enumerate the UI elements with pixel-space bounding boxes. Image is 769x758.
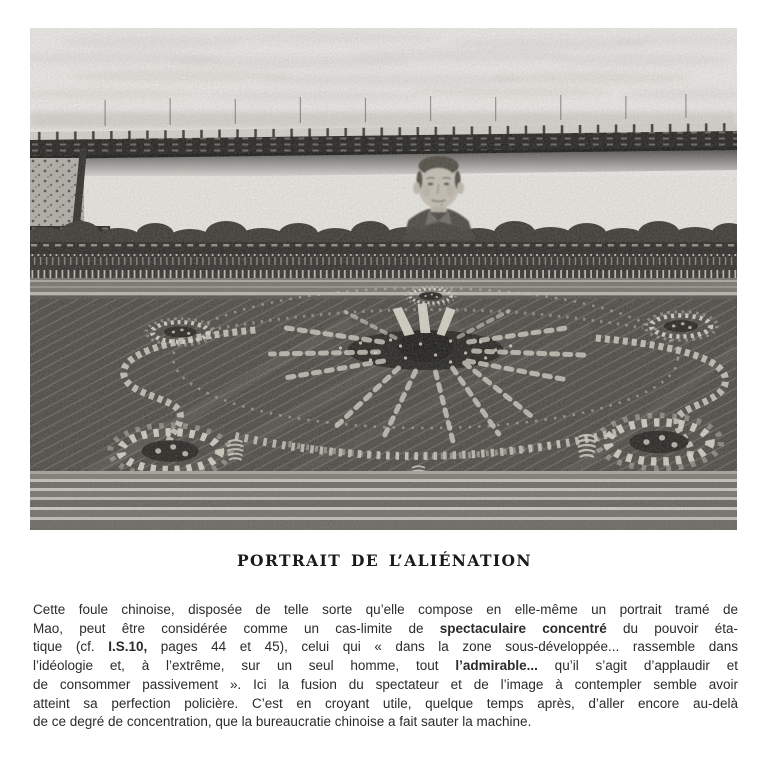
paragraph-line: de consommer passivement ». Ici la fusion du spectateur et de l’image à contempler semble avoir <box>33 676 738 692</box>
paragraph-line: atteint sa perfection policière. C’est en croyant utile, quelque temps après, d’aller encore au-delà <box>33 695 738 711</box>
film-grain-overlay <box>30 28 737 530</box>
paragraph-line: de ce degré de concentration, que la bureaucratie chinoise a fait sauter la machine. <box>33 714 532 730</box>
mao-stadium-photo <box>30 28 737 530</box>
body-paragraph <box>33 601 738 732</box>
paragraph-line: l’idéologie et, à l’extrême, sur un seul homme, tout l’admirable... qu’il s’agit d’applaudir et <box>33 658 738 674</box>
paragraph-line: tique (cf. I.S.10, pages 44 et 45), celui qui « dans la zone sous-développée... rassemble dans <box>33 639 738 655</box>
paragraph-line: Cette foule chinoise, disposée de telle sorte qu’elle compose en elle-même un portrait tramé de <box>33 602 738 617</box>
halftone-photo-svg <box>30 28 737 530</box>
page-title: PORTRAIT DE L’ALIÉNATION <box>236 551 532 570</box>
paragraph-line: Mao, peut être considérée comme un cas-limite de spectaculaire concentré du pouvoir éta- <box>33 620 738 636</box>
